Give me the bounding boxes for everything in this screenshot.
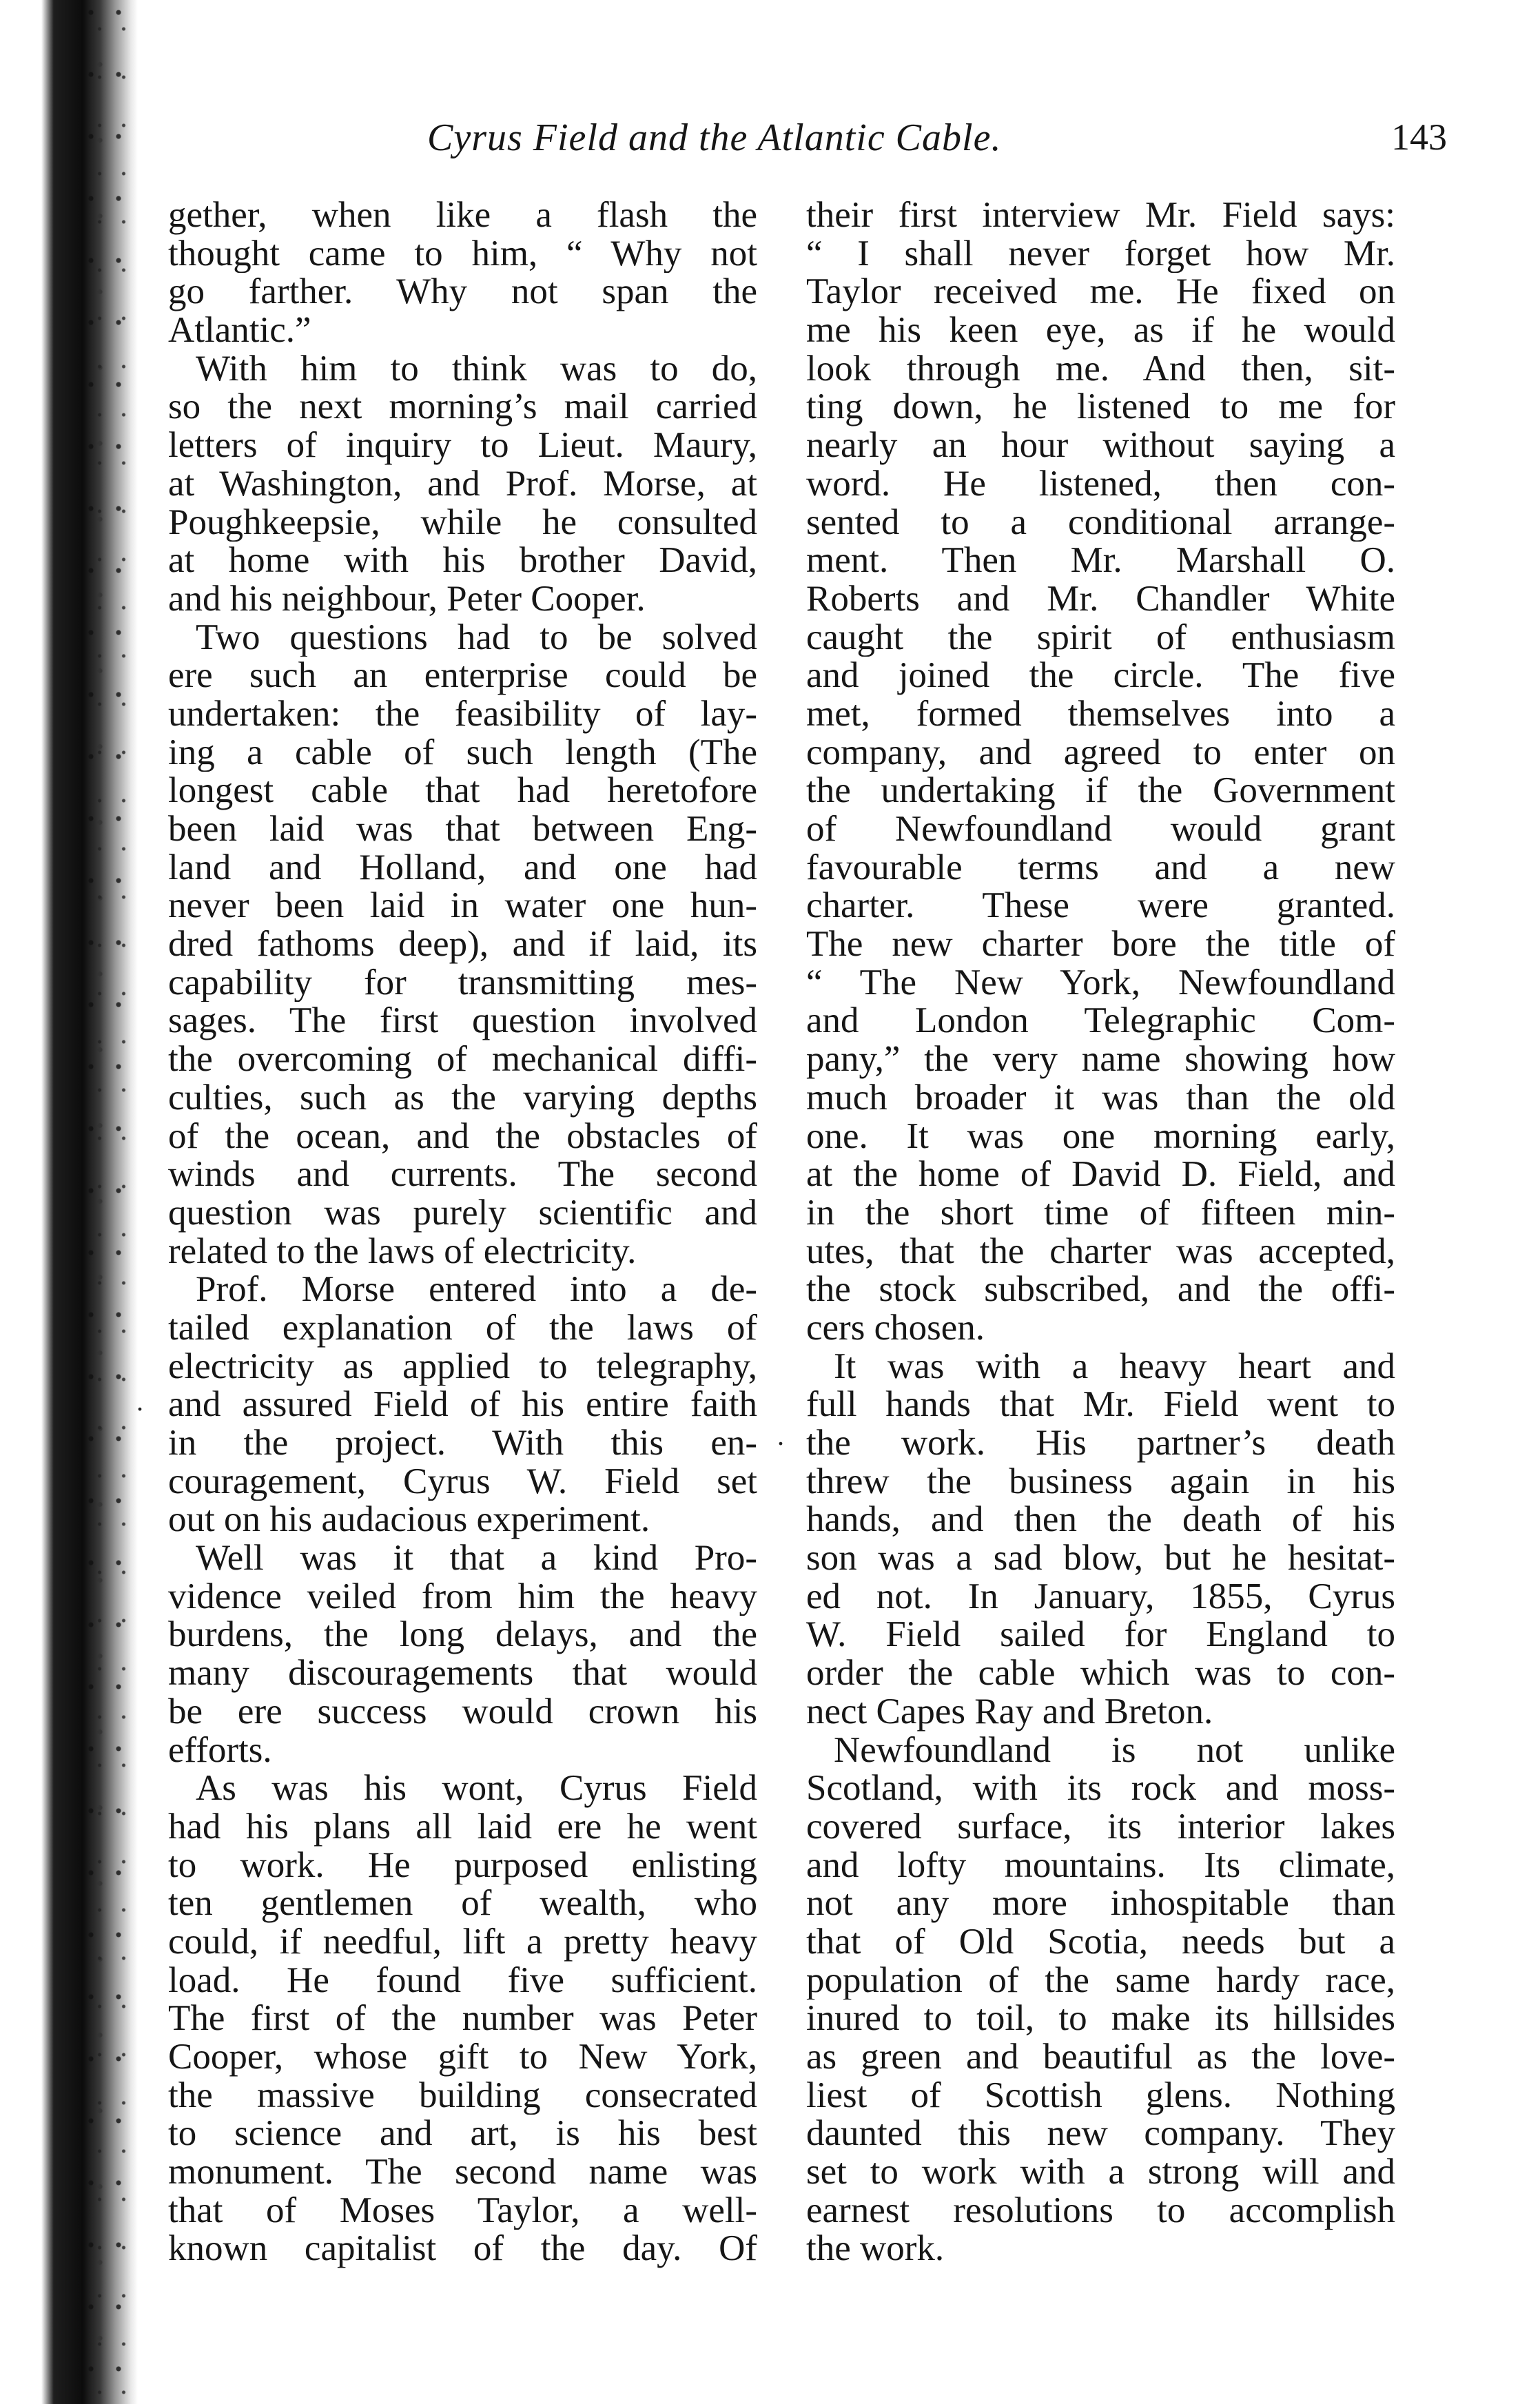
text-line: ed not. In January, 1855, Cyrus: [806, 1577, 1395, 1616]
text-line: ment. Then Mr. Marshall O.: [806, 542, 1395, 580]
text-line: and his neighbour, Peter Cooper.: [168, 579, 646, 619]
text-line: tailed explanation of the laws of: [168, 1308, 757, 1348]
text-line: the work.: [806, 2230, 945, 2269]
text-line: couragement, Cyrus W. Field set: [168, 1462, 757, 1501]
text-line: never been laid in water one hun-: [168, 887, 757, 926]
text-line: so the next morning’s mail carried: [168, 388, 757, 427]
text-line: Scotland, with its rock and moss-: [806, 1769, 1395, 1808]
text-line: covered surface, its interior lakes: [806, 1807, 1395, 1847]
text-line: caught the spirit of enthusiasm: [806, 618, 1395, 657]
running-title: Cyrus Field and the Atlantic Cable.: [427, 116, 1002, 159]
text-line: Poughkeepsie, while he consulted: [168, 503, 757, 542]
text-line: word. He listened, then con-: [806, 464, 1395, 504]
text-line: The first of the number was Peter: [168, 2000, 757, 2038]
text-line: Prof. Morse entered into a de-: [196, 1271, 757, 1309]
text-line: as green and beautiful as the love-: [806, 2038, 1395, 2077]
text-line: land and Holland, and one had: [168, 848, 757, 887]
text-line: burdens, the long delays, and the: [168, 1616, 757, 1655]
text-line: daunted this new company. They: [806, 2115, 1395, 2154]
text-line: earnest resolutions to accomplish: [806, 2191, 1395, 2230]
text-line: and joined the circle. The five: [806, 657, 1395, 695]
text-line: at the home of David D. Field, and: [806, 1155, 1395, 1194]
text-line: favourable terms and a new: [806, 848, 1395, 887]
text-line: threw the business again in his: [806, 1462, 1395, 1501]
page-number: 143: [1391, 116, 1447, 158]
text-line: one. It was one morning early,: [806, 1117, 1395, 1156]
text-line: dred fathoms deep), and if laid, its: [168, 925, 757, 964]
text-line: look through me. And then, sit-: [806, 349, 1395, 389]
text-line: liest of Scottish glens. Nothing: [806, 2076, 1395, 2115]
text-line: Well was it that a kind Pro-: [196, 1539, 757, 1578]
text-line: monument. The second name was: [168, 2153, 757, 2192]
text-line: the undertaking if the Government: [806, 772, 1395, 810]
text-line: Newfoundland is not unlike: [834, 1731, 1395, 1770]
text-line: out on his audacious experiment.: [168, 1501, 650, 1540]
text-line: the work. His partner’s death: [806, 1424, 1395, 1463]
text-line: in the project. With this en-: [168, 1424, 757, 1463]
text-line: thought came to him, “ Why not: [168, 234, 757, 274]
text-line: Atlantic.”: [168, 311, 311, 350]
text-line: in the short time of fifteen min-: [806, 1193, 1395, 1233]
text-line: culties, such as the varying depths: [168, 1078, 757, 1118]
text-line: vidence veiled from him the heavy: [168, 1577, 757, 1616]
text-line: nect Capes Ray and Breton.: [806, 1692, 1213, 1732]
text-line: son was a sad blow, but he hesitat-: [806, 1539, 1395, 1578]
text-line: utes, that the charter was accepted,: [806, 1232, 1395, 1271]
text-line: and lofty mountains. Its climate,: [806, 1846, 1395, 1885]
text-line: ing a cable of such length (The: [168, 733, 757, 772]
text-line: of Newfoundland would grant: [806, 810, 1395, 849]
text-line: that of Old Scotia, needs but a: [806, 1922, 1395, 1962]
text-line: related to the laws of electricity.: [168, 1232, 637, 1271]
text-line: much broader it was than the old: [806, 1078, 1395, 1118]
text-line: question was purely scientific and: [168, 1193, 757, 1233]
text-line: Taylor received me. He fixed on: [806, 273, 1395, 312]
text-line: at Washington, and Prof. Morse, at: [168, 464, 757, 504]
text-line: sages. The first question involved: [168, 1002, 757, 1041]
text-line: population of the same hardy race,: [806, 1961, 1395, 2000]
text-line: ting down, he listened to me for: [806, 388, 1395, 427]
text-line: of the ocean, and the obstacles of: [168, 1117, 757, 1156]
text-line: “ The New York, Newfoundland: [806, 963, 1395, 1003]
text-line: the massive building consecrated: [168, 2076, 757, 2115]
text-line: and London Telegraphic Com-: [806, 1002, 1395, 1041]
left-text-column: [168, 196, 757, 2268]
text-line: nearly an hour without saying a: [806, 427, 1395, 465]
text-line: ere such an enterprise could be: [168, 657, 757, 695]
text-line: inured to toil, to make its hillsides: [806, 2000, 1395, 2038]
text-line: sented to a conditional arrange-: [806, 503, 1395, 542]
text-line: efforts.: [168, 1731, 272, 1770]
text-line: many discouragements that would: [168, 1654, 757, 1693]
text-line: As was his wont, Cyrus Field: [196, 1769, 757, 1808]
text-line: ten gentlemen of wealth, who: [168, 1884, 757, 1923]
text-line: cers chosen.: [806, 1308, 985, 1348]
text-line: Roberts and Mr. Chandler White: [806, 579, 1395, 619]
running-header: [427, 116, 1447, 164]
text-line: It was with a heavy heart and: [834, 1347, 1395, 1386]
text-line: met, formed themselves into a: [806, 695, 1395, 734]
text-line: company, and agreed to enter on: [806, 733, 1395, 772]
text-line: at home with his brother David,: [168, 542, 757, 580]
text-line: the overcoming of mechanical diffi-: [168, 1040, 757, 1079]
text-line: go farther. Why not span the: [168, 273, 757, 312]
text-line: to work. He purposed enlisting: [168, 1846, 757, 1885]
stray-dot-mark: .: [777, 1420, 784, 1451]
text-line: electricity as applied to telegraphy,: [168, 1347, 757, 1386]
right-text-column: [806, 196, 1395, 2268]
text-line: undertaken: the feasibility of lay-: [168, 695, 757, 734]
text-line: hands, and then the death of his: [806, 1501, 1395, 1540]
text-line: With him to think was to do,: [196, 349, 757, 389]
text-line: the stock subscribed, and the offi-: [806, 1271, 1395, 1309]
text-line: winds and currents. The second: [168, 1155, 757, 1194]
text-line: load. He found five sufficient.: [168, 1961, 757, 2000]
binding-speckle-texture: [83, 0, 131, 2404]
text-line: been laid was that between Eng-: [168, 810, 757, 849]
text-line: that of Moses Taylor, a well-: [168, 2191, 757, 2230]
text-line: longest cable that had heretofore: [168, 772, 757, 810]
text-line: full hands that Mr. Field went to: [806, 1386, 1395, 1424]
text-line: and assured Field of his entire faith: [168, 1386, 757, 1424]
text-line: The new charter bore the title of: [806, 925, 1395, 964]
text-line: charter. These were granted.: [806, 887, 1395, 926]
text-line: known capitalist of the day. Of: [168, 2230, 757, 2269]
text-line: their first interview Mr. Field says:: [806, 196, 1395, 235]
text-line: letters of inquiry to Lieut. Maury,: [168, 427, 757, 465]
text-line: me his keen eye, as if he would: [806, 311, 1395, 350]
text-line: had his plans all laid ere he went: [168, 1807, 757, 1847]
text-line: be ere success would crown his: [168, 1692, 757, 1732]
text-line: gether, when like a flash the: [168, 196, 757, 235]
text-line: Two questions had to be solved: [196, 618, 757, 657]
text-line: pany,” the very name showing how: [806, 1040, 1395, 1079]
text-line: W. Field sailed for England to: [806, 1616, 1395, 1655]
text-line: set to work with a strong will and: [806, 2153, 1395, 2192]
text-line: to science and art, is his best: [168, 2115, 757, 2154]
text-line: capability for transmitting mes-: [168, 963, 757, 1003]
text-line: Cooper, whose gift to New York,: [168, 2038, 757, 2077]
text-line: could, if needful, lift a pretty heavy: [168, 1922, 757, 1962]
stray-dot-mark: .: [136, 1386, 143, 1417]
text-line: order the cable which was to con-: [806, 1654, 1395, 1693]
text-line: not any more inhospitable than: [806, 1884, 1395, 1923]
text-line: “ I shall never forget how Mr.: [806, 234, 1395, 274]
